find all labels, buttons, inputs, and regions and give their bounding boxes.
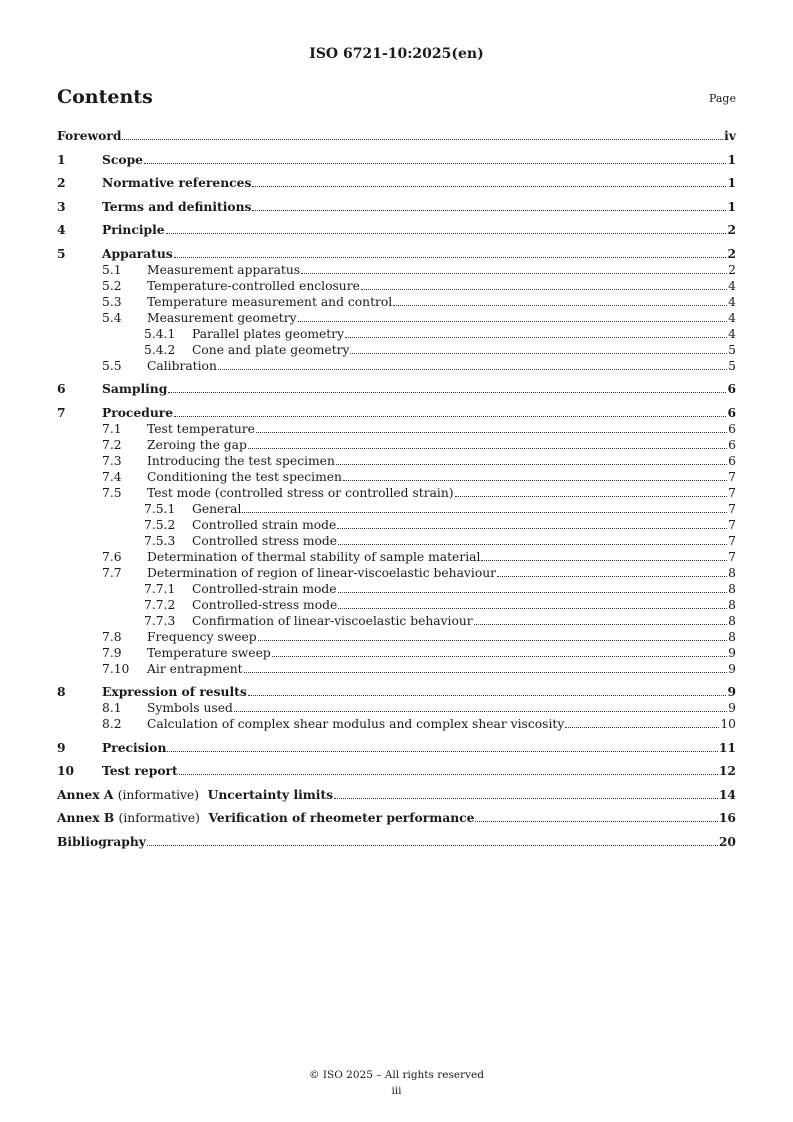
toc-entry-page: 8: [728, 581, 736, 596]
toc-entry[interactable]: [57, 740, 736, 756]
toc-entry-number: 8.1: [102, 701, 122, 715]
toc-entry-number: 6: [57, 381, 66, 396]
toc-entry-page: 9: [728, 661, 736, 676]
toc-annex-label: Annex A: [57, 786, 114, 802]
toc-entry-page: 6: [727, 381, 736, 396]
toc-entry-page: 8: [728, 613, 736, 628]
toc-entry[interactable]: [57, 629, 736, 645]
dot-leader: [147, 844, 718, 846]
dot-leader: [144, 162, 726, 164]
dot-leader: [455, 495, 728, 497]
toc-entry-number: 7.1: [102, 421, 122, 436]
toc-entry-page: 1: [727, 198, 736, 214]
dot-leader: [242, 511, 727, 513]
toc-entry-number: 8: [57, 684, 66, 699]
toc-entry-page: 7: [728, 533, 736, 548]
dot-leader: [252, 185, 726, 187]
toc-entry-number: 8.2: [102, 717, 122, 731]
toc-entry[interactable]: [57, 222, 736, 238]
dot-leader: [475, 820, 717, 822]
toc-entry-title: Expression of results: [102, 684, 247, 699]
toc-entry[interactable]: [57, 262, 736, 278]
toc-entry-page: 5: [728, 342, 736, 357]
toc-entry-title: Zeroing the gap: [147, 437, 247, 452]
dot-leader: [179, 773, 718, 775]
dot-leader: [272, 655, 727, 657]
toc-entry-title: Cone and plate geometry: [192, 342, 350, 357]
dot-leader: [565, 726, 719, 728]
toc-entry-page: 9: [728, 701, 736, 715]
copyright-notice: © ISO 2025 – All rights reserved: [309, 1069, 484, 1081]
toc-entry-title: Scope: [102, 151, 143, 167]
toc-entry[interactable]: [57, 469, 736, 485]
toc-entry-page: 7: [728, 469, 736, 484]
toc-entry-title: Procedure: [102, 404, 174, 420]
dot-leader: [361, 288, 727, 290]
page-column-label: Page: [708, 92, 736, 105]
document-id-header: ISO 6721-10:2025(en): [309, 46, 484, 62]
toc-entry[interactable]: [57, 246, 736, 262]
toc-entry-title: Precision: [102, 739, 167, 755]
dot-leader: [234, 710, 727, 712]
toc-entry-number: 5.4: [102, 310, 122, 325]
toc-entry-page: 10: [720, 717, 736, 731]
toc-entry[interactable]: [57, 700, 736, 716]
dot-leader: [167, 750, 717, 752]
dot-leader: [336, 463, 727, 465]
toc-entry-page: 1: [727, 175, 736, 190]
toc-entry[interactable]: [57, 501, 736, 517]
toc-entry-number: 7.2: [102, 437, 122, 452]
dot-leader: [481, 559, 727, 561]
toc-entry[interactable]: [57, 128, 736, 144]
toc-entry-number: 7.3: [102, 453, 122, 468]
dot-leader: [256, 431, 727, 433]
toc-entry-title: Normative references: [102, 175, 252, 190]
toc-annex-label: Annex B: [57, 810, 115, 825]
toc-entry-title: Measurement apparatus: [147, 262, 301, 277]
dot-leader: [252, 209, 726, 211]
toc-entry[interactable]: [57, 565, 736, 581]
toc-entry[interactable]: [57, 453, 736, 469]
toc-entry[interactable]: [57, 294, 736, 310]
toc-entry-number: 1: [57, 151, 66, 167]
toc-entry-number: 5.3: [102, 294, 122, 309]
toc-entry-number: 7.8: [102, 629, 122, 644]
toc-entry-page: iv: [724, 128, 736, 143]
toc-entry[interactable]: [57, 381, 736, 397]
toc-entry[interactable]: [57, 278, 736, 294]
toc-entry-number: 5.2: [102, 278, 122, 293]
toc-entry-number: 7.4: [102, 469, 122, 484]
toc-entry[interactable]: [57, 645, 736, 661]
toc-entry-title: Controlled stress mode: [192, 533, 338, 548]
toc-entry-title: Air entrapment: [147, 661, 243, 676]
toc-entry-title: Test report: [102, 763, 178, 778]
dot-leader: [218, 368, 727, 370]
dot-leader: [338, 543, 727, 545]
dot-leader: [168, 391, 726, 393]
toc-entry-page: 7: [728, 549, 736, 564]
toc-entry-title: Temperature-controlled enclosure: [147, 278, 360, 293]
toc-entry-title: Temperature sweep: [147, 645, 271, 660]
toc-entry-page: 2: [727, 222, 736, 237]
dot-leader: [298, 320, 728, 322]
toc-entry-number: 7: [57, 404, 66, 420]
toc-entry-page: 12: [718, 763, 736, 778]
toc-entry-number: 7.7.1: [144, 581, 176, 596]
toc-entry-page: 8: [728, 565, 736, 580]
toc-entry-title: Sampling: [102, 381, 168, 396]
dot-leader: [258, 639, 727, 641]
page-number: iii: [391, 1085, 402, 1097]
toc-entry[interactable]: [57, 152, 736, 168]
toc-entry-page: 6: [727, 404, 736, 420]
toc-entry-page: 14: [718, 786, 736, 802]
toc-entry-title: Parallel plates geometry: [192, 326, 345, 341]
toc-entry-page: 4: [728, 326, 736, 341]
toc-entry-title: Apparatus: [102, 245, 173, 261]
toc-entry-title: Introducing the test specimen: [147, 453, 335, 468]
dot-leader: [350, 352, 727, 354]
dot-leader: [301, 272, 727, 274]
toc-entry-number: 7.10: [102, 661, 130, 676]
toc-entry-number: 10: [57, 763, 75, 778]
toc-entry[interactable]: [57, 517, 736, 533]
toc-entry-title: Calculation of complex shear modulus and complex shear viscosity: [147, 717, 565, 731]
toc-entry-page: 8: [728, 629, 736, 644]
dot-leader: [166, 232, 727, 234]
dot-leader: [248, 694, 727, 696]
toc-entry-title: Temperature measurement and control: [147, 294, 393, 309]
toc-entry-title: Determination of region of linear-viscoelastic behaviour: [147, 565, 497, 580]
toc-entry-page: 2: [728, 262, 736, 277]
toc-annex-type: (informative): [117, 787, 200, 802]
toc-entry-title: Confirmation of linear-viscoelastic behaviour: [192, 613, 473, 628]
toc-entry-title: Conditioning the test specimen: [147, 469, 342, 484]
toc-entry-number: 7.7.3: [144, 613, 176, 628]
toc-entry-page: 6: [728, 437, 736, 452]
toc-entry[interactable]: [57, 787, 736, 803]
toc-entry[interactable]: [57, 684, 736, 700]
toc-entry-number: 5.4.2: [144, 342, 176, 357]
toc-entry-title: Controlled-strain mode: [192, 581, 337, 596]
toc-entry-number: 7.5.2: [144, 517, 176, 532]
toc-entry-number: 3: [57, 198, 66, 214]
toc-entry[interactable]: [57, 661, 736, 677]
toc-entry-page: 7: [728, 485, 736, 500]
toc-entry-page: 4: [728, 310, 736, 325]
dot-leader: [343, 479, 727, 481]
page-footer: [0, 1067, 793, 1099]
toc-entry-number: 7.7.2: [144, 597, 176, 612]
dot-leader: [334, 797, 718, 799]
dot-leader: [338, 591, 728, 593]
toc-entry-number: 7.9: [102, 645, 122, 660]
toc-entry-number: 5.5: [102, 358, 122, 373]
dot-leader: [244, 671, 728, 673]
dot-leader: [345, 336, 727, 338]
toc-entry[interactable]: [57, 549, 736, 565]
toc-entry[interactable]: [57, 342, 736, 358]
toc-entry-title: General: [192, 501, 242, 516]
toc-entry-page: 6: [728, 453, 736, 468]
toc-entry-title: Controlled-stress mode: [192, 597, 338, 612]
toc-entry-number: 7.7: [102, 565, 122, 580]
dot-leader: [174, 256, 727, 258]
toc-entry-page: 9: [728, 645, 736, 660]
toc-entry[interactable]: [57, 613, 736, 629]
toc-entry[interactable]: [57, 405, 736, 421]
toc-entry-title: Verification of rheometer performance: [208, 810, 475, 825]
dot-leader: [338, 607, 727, 609]
toc-entry-title: Symbols used: [147, 701, 233, 715]
toc-annex-type: (informative): [118, 811, 200, 825]
toc-entry[interactable]: [57, 437, 736, 453]
toc-entry-title: Frequency sweep: [147, 629, 257, 644]
toc-entry-page: 2: [727, 245, 736, 261]
toc-entry-title: Controlled strain mode: [192, 517, 337, 532]
toc-entry[interactable]: [57, 358, 736, 374]
toc-entry-number: 5.4.1: [144, 326, 176, 341]
toc-entry-title: Test mode (controlled stress or controlled strain): [147, 485, 454, 500]
toc-entry-number: 7.5: [102, 485, 122, 500]
dot-leader: [337, 527, 727, 529]
toc-entry[interactable]: [57, 716, 736, 732]
toc-entry-number: 2: [57, 175, 66, 190]
toc-entry-title: Principle: [102, 222, 165, 237]
contents-title: Contents: [57, 86, 153, 108]
toc-entry-page: 1: [727, 151, 736, 167]
toc-entry-page: 4: [728, 294, 736, 309]
toc-entry[interactable]: [57, 834, 736, 850]
toc-entry-title: Terms and definitions: [102, 198, 252, 214]
toc-entry[interactable]: [57, 533, 736, 549]
toc-entry-number: 5: [57, 245, 66, 261]
toc-entry-number: 5.1: [102, 262, 122, 277]
dot-leader: [497, 575, 727, 577]
toc-entry-title: Test temperature: [147, 421, 255, 436]
toc-entry-page: 8: [728, 597, 736, 612]
toc-entry-page: 9: [727, 684, 736, 699]
toc-entry[interactable]: [57, 310, 736, 326]
toc-entry[interactable]: [57, 421, 736, 437]
toc-entry-number: 4: [57, 222, 66, 237]
toc-entry-page: 7: [728, 517, 736, 532]
toc-entry-title: Bibliography: [57, 833, 146, 849]
toc-entry[interactable]: [57, 199, 736, 215]
toc-entry-title: Determination of thermal stability of sample material: [147, 549, 481, 564]
toc-entry[interactable]: [57, 485, 736, 501]
toc-entry-page: 16: [718, 810, 736, 825]
table-of-contents: [57, 128, 736, 850]
toc-entry-number: 9: [57, 739, 66, 755]
toc-entry-number: 7.6: [102, 549, 122, 564]
toc-entry-title: Calibration: [147, 358, 217, 373]
toc-entry-page: 7: [728, 501, 736, 516]
dot-leader: [393, 304, 727, 306]
dot-leader: [474, 623, 727, 625]
toc-entry-page: 20: [718, 833, 736, 849]
toc-entry[interactable]: [57, 581, 736, 597]
dot-leader: [248, 447, 727, 449]
toc-entry-title: Foreword: [57, 128, 122, 143]
dot-leader: [174, 415, 726, 417]
toc-entry-page: 6: [728, 421, 736, 436]
toc-entry[interactable]: [57, 597, 736, 613]
toc-entry-page: 11: [718, 739, 736, 755]
toc-entry-page: 4: [728, 278, 736, 293]
toc-entry[interactable]: [57, 175, 736, 191]
toc-entry-number: 7.5.3: [144, 533, 176, 548]
toc-entry[interactable]: [57, 763, 736, 779]
toc-entry[interactable]: [57, 326, 736, 342]
toc-entry-page: 5: [728, 358, 736, 373]
toc-entry[interactable]: [57, 810, 736, 826]
dot-leader: [122, 138, 723, 140]
toc-entry-number: 7.5.1: [144, 501, 176, 516]
toc-entry-title: Uncertainty limits: [207, 786, 334, 802]
toc-entry-title: Measurement geometry: [147, 310, 297, 325]
